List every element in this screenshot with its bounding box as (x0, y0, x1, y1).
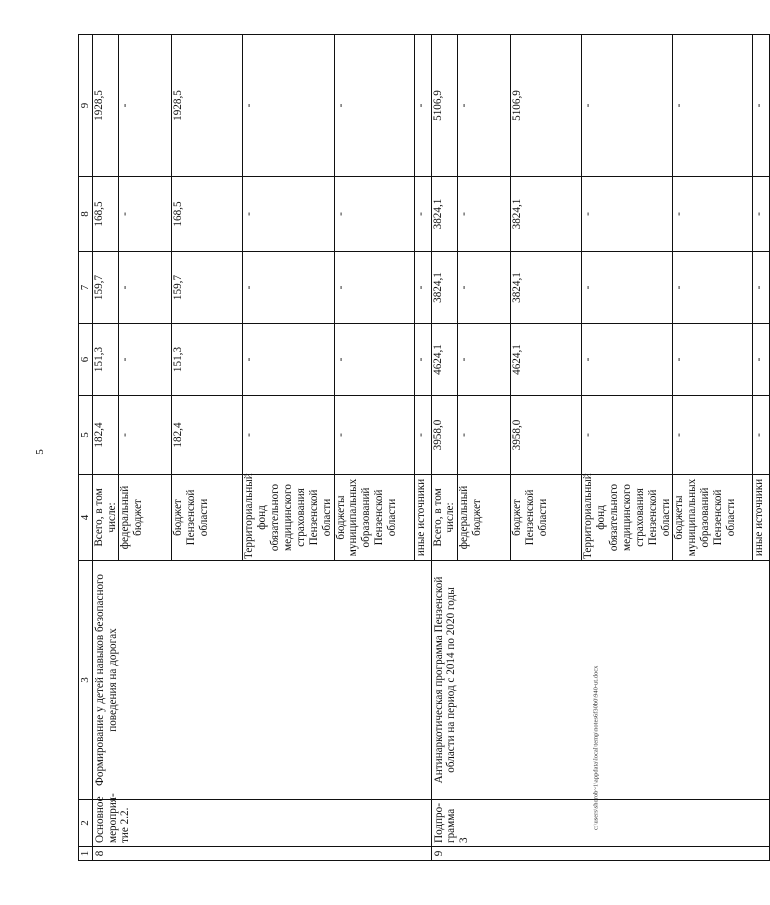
value-cell-v6: - (582, 324, 673, 396)
value-cell-v8: - (458, 177, 511, 252)
value-cell-v6: 4624,1 (431, 324, 458, 396)
funding-source-cell: федеральный бюджет (458, 475, 511, 561)
funding-source-cell: бюджет Пензенской области (172, 475, 243, 561)
col-number-2: 2 (79, 800, 93, 847)
value-cell-v6: 4624,1 (511, 324, 582, 396)
table-row (92, 35, 119, 861)
value-cell-v9: 5106,9 (511, 35, 582, 177)
row-name-cell: Подпро-грамма 3 (431, 800, 770, 847)
value-cell-v7: - (458, 252, 511, 324)
funding-source-cell: бюджеты муниципальных образований Пензенской области (334, 475, 414, 561)
col-number-3: 3 (79, 561, 93, 800)
value-cell-v9: 1928,5 (92, 35, 119, 177)
value-cell-v5: - (243, 396, 334, 475)
value-cell-v7: 159,7 (172, 252, 243, 324)
value-cell-v9: - (414, 35, 431, 177)
value-cell-v5: - (458, 396, 511, 475)
value-cell-v6: 151,3 (92, 324, 119, 396)
value-cell-v8: 168,5 (92, 177, 119, 252)
value-cell-v7: - (243, 252, 334, 324)
value-cell-v6: - (414, 324, 431, 396)
value-cell-v6: - (119, 324, 172, 396)
value-cell-v7: 159,7 (92, 252, 119, 324)
value-cell-v5: - (119, 396, 172, 475)
col-number-4: 4 (79, 475, 93, 561)
table-row (431, 35, 458, 861)
footer-file-path: c:\users\shorob~1\appdata\local\temp\notes6f30b0\940-ut.docx (592, 665, 600, 830)
value-cell-v9: - (753, 35, 770, 177)
value-cell-v7: 3824,1 (511, 252, 582, 324)
value-cell-v5: 3958,0 (511, 396, 582, 475)
value-cell-v8: - (119, 177, 172, 252)
column-number-row (79, 35, 93, 861)
funding-source-cell: Всего, в том числе: (431, 475, 458, 561)
row-title-cell: Формирование у детей навыков безопасного поведения на дорогах (92, 561, 431, 800)
value-cell-v5: - (414, 396, 431, 475)
value-cell-v7: 3824,1 (431, 252, 458, 324)
value-cell-v6: - (753, 324, 770, 396)
col-number-5: 5 (79, 396, 93, 475)
value-cell-v9: - (334, 35, 414, 177)
col-number-1: 1 (79, 847, 93, 861)
value-cell-v9: 5106,9 (431, 35, 458, 177)
col-number-7: 7 (79, 252, 93, 324)
value-cell-v5: - (753, 396, 770, 475)
value-cell-v8: - (673, 177, 753, 252)
value-cell-v9: - (673, 35, 753, 177)
row-title-cell: Антинаркотическая программа Пензенской области на период с 2014 по 2020 годы (431, 561, 770, 800)
value-cell-v5: 182,4 (92, 396, 119, 475)
page-number: 5 (33, 449, 46, 455)
funding-source-cell: Всего, в том числе: (92, 475, 119, 561)
funding-source-cell: Территориальный фонд обязательного медицинского страхования Пензенской области (243, 473, 333, 559)
value-cell-v7: - (753, 252, 770, 324)
funding-source-cell: бюджеты муниципальных образований Пензенской области (673, 475, 753, 561)
row-number-cell: 8 (92, 847, 431, 861)
value-cell-v7: - (119, 252, 172, 324)
value-cell-v6: - (243, 324, 334, 396)
funding-source-cell: бюджет Пензенской области (511, 475, 582, 561)
col-number-6: 6 (79, 324, 93, 396)
value-cell-v5: - (582, 396, 673, 475)
value-cell-v8: 168,5 (172, 177, 243, 252)
value-cell-v8: 3824,1 (511, 177, 582, 252)
value-cell-v6: - (458, 324, 511, 396)
value-cell-v7: - (673, 252, 753, 324)
value-cell-v7: - (334, 252, 414, 324)
value-cell-v8: - (414, 177, 431, 252)
value-cell-v5: - (673, 396, 753, 475)
value-cell-v6: - (334, 324, 414, 396)
value-cell-v7: - (582, 252, 673, 324)
value-cell-v5: - (334, 396, 414, 475)
row-name-cell: Основное мероприя-тие 2.2. (92, 800, 431, 847)
value-cell-v5: 182,4 (172, 396, 243, 475)
value-cell-v8: - (243, 177, 334, 252)
value-cell-v9: - (458, 35, 511, 177)
value-cell-v6: 151,3 (172, 324, 243, 396)
row-number-cell: 9 (431, 847, 770, 861)
value-cell-v8: - (334, 177, 414, 252)
funding-source-cell: иные источники (753, 475, 770, 561)
value-cell-v9: - (243, 35, 334, 177)
col-number-8: 8 (79, 177, 93, 252)
value-cell-v8: - (582, 177, 673, 252)
funding-source-cell: Территориальный фонд обязательного медицинского страхования Пензенской области (582, 473, 672, 559)
funding-table (78, 34, 770, 861)
value-cell-v9: - (582, 35, 673, 177)
funding-source-cell: федеральный бюджет (119, 475, 172, 561)
value-cell-v8: 3824,1 (431, 177, 458, 252)
col-number-9: 9 (79, 35, 93, 177)
value-cell-v8: - (753, 177, 770, 252)
value-cell-v7: - (414, 252, 431, 324)
value-cell-v5: 3958,0 (431, 396, 458, 475)
funding-source-cell: иные источники (414, 475, 431, 561)
value-cell-v9: - (119, 35, 172, 177)
value-cell-v6: - (673, 324, 753, 396)
table-body (92, 35, 770, 861)
value-cell-v9: 1928,5 (172, 35, 243, 177)
